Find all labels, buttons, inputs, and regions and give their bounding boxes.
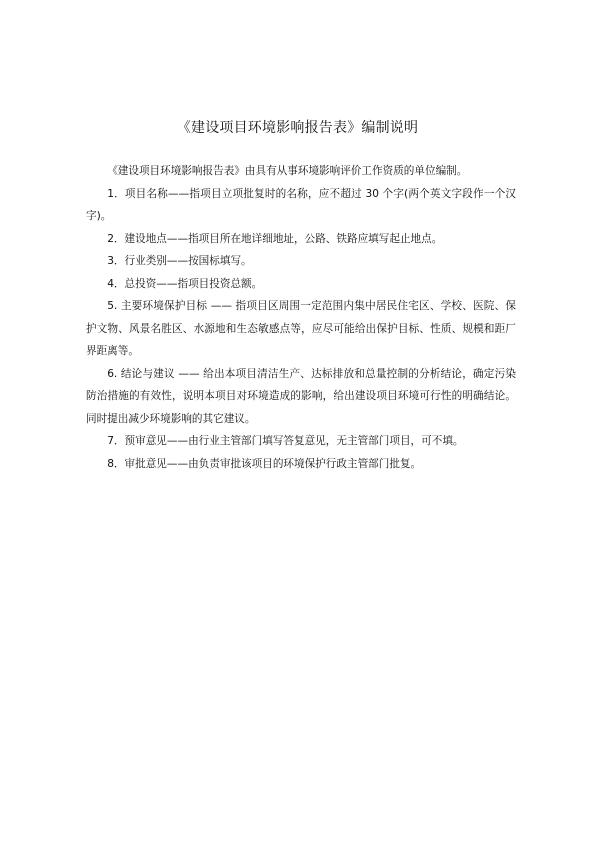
item-protection-targets: 5. 主要环境保护目标 —— 指项目区周围一定范围内集中居民住宅区、学校、医院、保护文物、风景名胜区、水源地和生态敏感点等，应尽可能给出保护目标、性质、规模和距厂界距离等。 <box>86 300 516 357</box>
item-project-name: 1．项目名称——指项目立项批复时的名称，应不超过 30 个字(两个英文字段作一个汉字)。 <box>86 187 516 222</box>
item-construction-site: 2．建设地点——指项目所在地详细地址，公路、铁路应填写起止地点。 <box>107 232 443 245</box>
item-preliminary-review: 7．预审意见——由行业主管部门填写答复意见，无主管部门项目，可不填。 <box>107 435 464 447</box>
document-body <box>86 160 516 475</box>
item-conclusions-suggestions: 6. 结论与建议 —— 给出本项目清洁生产、达标排放和总量控制的分析结论，确定污染防治措施的有效性，说明本项目对环境造成的影响，给出建设项目环境可行性的明确结论。同时提出减少环境影响的其它建议。 <box>86 367 516 425</box>
document-title: 《建设项目环境影响报告表》编制说明 <box>176 120 419 136</box>
intro-paragraph: 《建设项目环境影响报告表》由具有从事环境影响评价工作资质的单位编制。 <box>107 165 468 177</box>
item-total-investment: 4．总投资——指项目投资总额。 <box>107 277 263 290</box>
item-industry-category: 3．行业类别——按国标填写。 <box>107 255 252 267</box>
item-approval-opinion: 8．审批意见——由负责审批该项目的环境保护行政主管部门批复。 <box>107 457 422 470</box>
